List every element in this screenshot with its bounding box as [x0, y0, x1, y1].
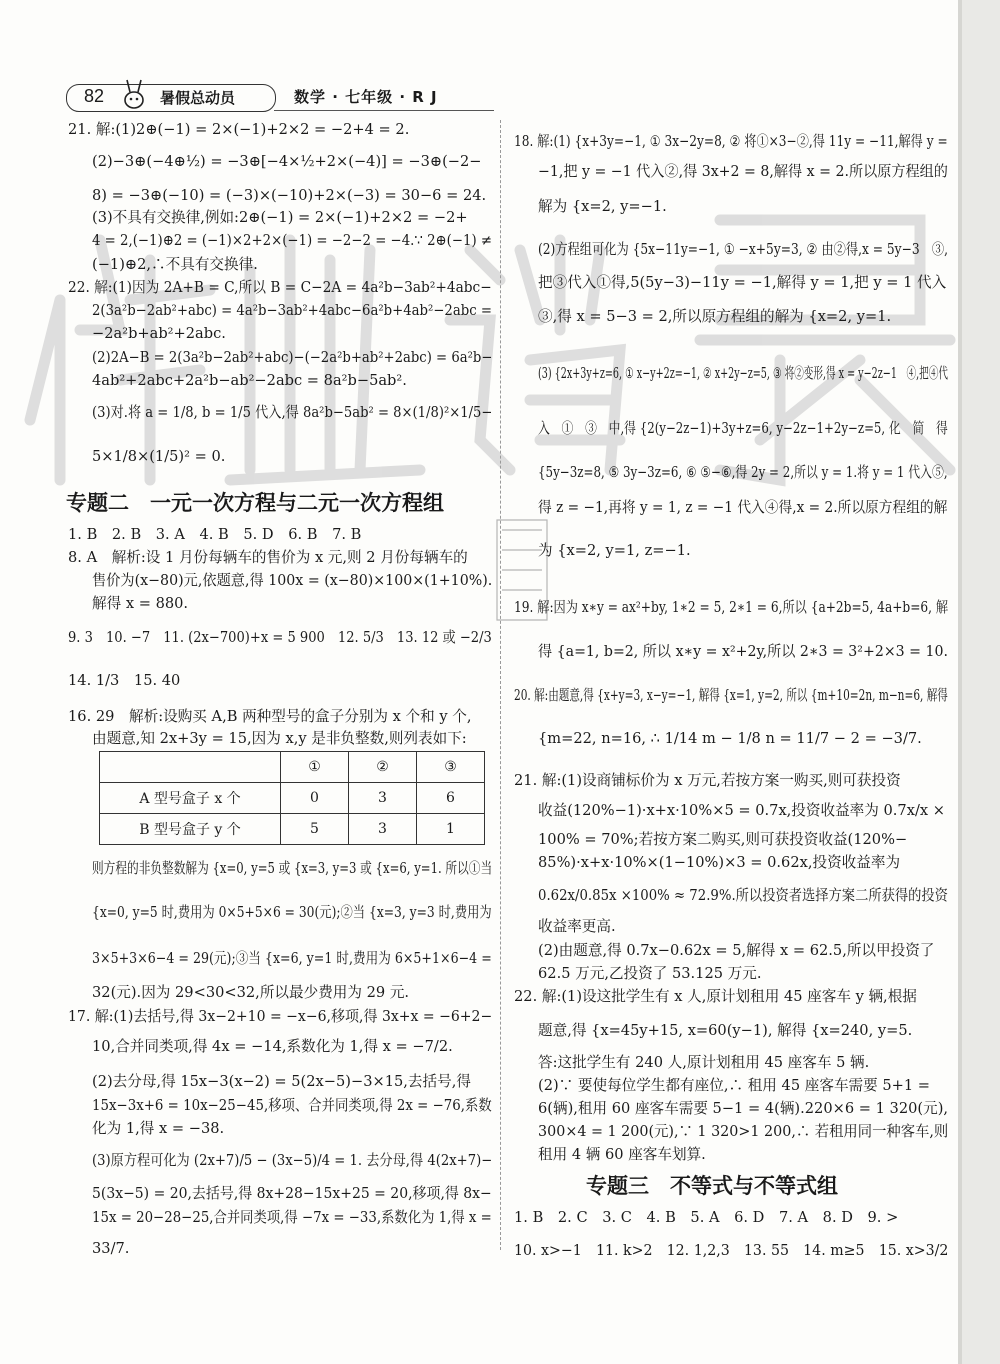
solution-table — [99, 751, 485, 845]
book-title: 暑假总动员 — [160, 89, 236, 107]
table-cell: 5 — [281, 814, 349, 845]
text-line: 15x = 20−28−25,合并同类项,得 −7x = −33,系数化为 1,得 x = — [92, 1209, 492, 1226]
table-cell: B 型号盒子 y 个 — [100, 814, 281, 845]
table-row — [100, 783, 485, 814]
text-line: 18. 解:(1) {x+3y=−1, ① 3x−2y=8, ② 将①×3−②,得 11y = −11,解得 y = — [514, 133, 948, 150]
text-line: 入 ① ③ 中,得 {2(y−2z−1)+3y+z=6, y−2z−1+2y−z=5, 化 简 得 — [538, 420, 948, 437]
text-line: {m=22, n=16, ∴ 1/14 m − 1/8 n = 11/7 − 2 = −3/7. — [538, 730, 922, 747]
text-line: 4 = 2,(−1)⊕2 = (−1)×2+2×(−1) = −2−2 = −4.∵ 2⊕(−1) ≠ — [92, 232, 493, 249]
rabbit-logo-icon — [120, 78, 148, 110]
text-line: (2)由题意,得 0.7x−0.62x = 5,解得 x = 62.5,所以甲投资了 — [538, 942, 935, 959]
subject-label: 数学 · 七年级 · R J — [294, 88, 438, 106]
page-number: 82 — [84, 86, 105, 106]
text-line: 则方程的非负整数解为 {x=0, y=5 或 {x=3, y=3 或 {x=6, y=1. 所以①当 — [92, 860, 493, 877]
text-line: 1. B 2. C 3. C 4. B 5. A 6. D 7. A 8. D 9. > — [514, 1209, 899, 1226]
text-line: (3)原方程可化为 (2x+7)/5 − (3x−5)/4 = 1. 去分母,得 4(2x+7)− — [92, 1152, 493, 1169]
text-line: 把③代入①得,5(5y−3)−11y = −1,解得 y = 1,把 y = 1 代入 — [538, 274, 947, 291]
text-line: −2a²b+ab²+2abc. — [92, 325, 226, 342]
text-line: 17. 解:(1)去括号,得 3x−2+10 = −x−6,移项,得 3x+x = −6+2− — [68, 1008, 493, 1025]
text-line: {5y−3z=8, ⑤ 3y−3z=6, ⑥ ⑤−⑥,得 2y = 2,所以 y = 1.将 y = 1 代入⑤, — [538, 464, 948, 481]
text-line: {x=0, y=5 时,费用为 0×5+5×6 = 30(元);②当 {x=3, y=3 时,费用为 — [92, 904, 492, 921]
table-cell: ② — [349, 752, 417, 783]
text-line: 4ab²+2abc+2a²b−ab²−2abc = 8a²b−5ab². — [92, 372, 407, 389]
table-cell: A 型号盒子 x 个 — [100, 783, 281, 814]
text-line: 售价为(x−80)元,依题意,得 100x = (x−80)×100×(1+10%). — [92, 572, 493, 589]
text-line: 5×1/8×(1/5)² = 0. — [92, 448, 226, 465]
text-line: 由题意,知 2x+3y = 15,因为 x,y 是非负整数,则列表如下: — [92, 730, 467, 747]
text-line: −1,把 y = −1 代入②,得 3x+2 = 8,解得 x = 2.所以原方程组的 — [538, 163, 948, 180]
text-line: 15x−3x+6 = 10x−25−45,移项、合并同类项,得 2x = −76,系数 — [92, 1097, 492, 1114]
table-cell: 3 — [349, 783, 417, 814]
text-line: (3)不具有交换律,例如:2⊕(−1) = 2×(−1)+2×2 = −2+ — [92, 209, 468, 226]
text-line: (−1)⊕2,∴不具有交换律. — [92, 256, 258, 273]
header-rule — [274, 110, 494, 111]
text-line: 得 z = −1,再将 y = 1, z = −1 代入④得,x = 2.所以原方程组的解 — [538, 499, 948, 516]
table-cell — [100, 752, 281, 783]
table-header-row — [100, 752, 485, 783]
text-line: (2)−3⊕(−4⊕½) = −3⊕[−4×½+2×(−4)] = −3⊕(−2− — [92, 153, 482, 170]
text-line: 1. B 2. B 3. A 4. B 5. D 6. B 7. B — [68, 526, 362, 543]
text-line: 62.5 万元,乙投资了 53.125 万元. — [538, 965, 762, 982]
text-line: 32(元).因为 29<30<32,所以最少费用为 29 元. — [92, 984, 410, 1001]
text-line: 收益(120%−1)·x+x·10%×5 = 0.7x,投资收益率为 0.7x/x × — [538, 802, 945, 819]
table-cell: 6 — [417, 783, 485, 814]
table-cell: 3 — [349, 814, 417, 845]
text-line: 22. 解:(1)因为 2A+B = C,所以 B = C−2A = 4a²b−3ab²+4abc− — [68, 279, 492, 296]
text-line: 10. x>−1 11. k>2 12. 1,2,3 13. 55 14. m≥5 15. x>3/2 — [514, 1242, 949, 1259]
text-line: 20. 解:由题意,得 {x+y=3, x−y=−1, 解得 {x=1, y=2, 所以 {m+10=2n, m−n=6, 解得 — [514, 687, 948, 704]
text-line: 2(3a²b−2ab²+abc) = 4a²b−3ab²+4abc−6a²b+4ab²−2abc = — [92, 302, 492, 319]
table-cell: ③ — [417, 752, 485, 783]
text-line: 85%)·x+x·10%×(1−10%)×3 = 0.62x,投资收益率为 — [538, 854, 901, 871]
text-line: (3)对.将 a = 1/8, b = 1/5 代入,得 8a²b−5ab² = 8×(1/8)²×1/5− — [92, 404, 493, 421]
text-line: ③,得 x = 5−3 = 2,所以原方程组的解为 {x=2, y=1. — [538, 308, 892, 325]
table-cell: 1 — [417, 814, 485, 845]
text-line: (3) {2x+3y+z=6, ① x−y+2z=−1, ② x+2y−z=5, ③ 将②变形,得 x = y−2z−1 ④,把④代 — [538, 365, 948, 382]
text-line: 收益率更高. — [538, 918, 616, 935]
text-line: (2)2A−B = 2(3a²b−2ab²+abc)−(−2a²b+ab²+2abc) = 6a²b− — [92, 349, 493, 366]
text-line: 100% = 70%;若按方案二购买,则可获投资收益(120%− — [538, 831, 908, 848]
text-line: 21. 解:(1)设商铺标价为 x 万元,若按方案一购买,则可获投资 — [514, 772, 901, 789]
text-line: 解得 x = 880. — [92, 595, 189, 612]
text-line: 租用 4 辆 60 座客车划算. — [538, 1146, 706, 1163]
section-heading: 专题二 一元一次方程与二元一次方程组 — [66, 491, 444, 515]
text-line: 得 {a=1, b=2, 所以 x∗y = x²+2y,所以 2∗3 = 3²+2×3 = 10. — [538, 643, 948, 660]
text-line: 300×4 = 1 200(元),∵ 1 320>1 200,∴ 若租用同一种客车,则 — [538, 1123, 949, 1140]
text-line: (2)∵ 要使每位学生都有座位,∴ 租用 45 座客车需要 5+1 = — [538, 1077, 931, 1094]
column-divider — [500, 120, 501, 1250]
text-line: 16. 29 解析:设购买 A,B 两种型号的盒子分别为 x 个和 y 个, — [68, 708, 472, 725]
text-line: 3×5+3×6−4 = 29(元);③当 {x=6, y=1 时,费用为 6×5+1×6−4 = — [92, 950, 492, 967]
text-line: 9. 3 10. −7 11. (2x−700)+x = 5 900 12. 5/3 13. 12 或 −2/3 — [68, 629, 492, 646]
text-line: 题意,得 {x=45y+15, x=60(y−1), 解得 {x=240, y=5. — [538, 1022, 913, 1039]
text-line: 为 {x=2, y=1, z=−1. — [538, 542, 691, 559]
page-edge — [958, 0, 1000, 1364]
text-line: (2)去分母,得 15x−3(x−2) = 5(2x−5)−3×15,去括号,得 — [92, 1073, 471, 1090]
table-cell: 0 — [281, 783, 349, 814]
text-line: 6(辆),租用 60 座客车需要 5−1 = 4(辆).220×6 = 1 320(元), — [538, 1100, 949, 1117]
text-line: 0.62x/0.85x ×100% ≈ 72.9%.所以投资者选择方案二所获得的投资 — [538, 887, 948, 904]
text-line: 19. 解:因为 x∗y = ax²+by, 1∗2 = 5, 2∗1 = 6,所以 {a+2b=5, 4a+b=6, 解 — [514, 599, 949, 616]
text-line: 8) = −3⊕(−10) = (−3)×(−10)+2×(−3) = 30−6 = 24. — [92, 187, 487, 204]
section-heading: 专题三 不等式与不等式组 — [586, 1174, 838, 1198]
table-cell: ① — [281, 752, 349, 783]
text-line: 答:这批学生有 240 人,原计划租用 45 座客车 5 辆. — [538, 1054, 870, 1071]
text-line: 33/7. — [92, 1240, 130, 1257]
text-line: (2)方程组可化为 {5x−11y=−1, ① −x+5y=3, ② 由②得,x = 5y−3 ③, — [538, 241, 948, 258]
text-line: 10,合并同类项,得 4x = −14,系数化为 1,得 x = −7/2. — [92, 1038, 453, 1055]
text-line: 解为 {x=2, y=−1. — [538, 198, 667, 215]
text-line: 14. 1/3 15. 40 — [68, 672, 181, 689]
text-line: 8. A 解析:设 1 月份每辆车的售价为 x 元,则 2 月份每辆车的 — [68, 549, 468, 566]
page-edge-shadow — [958, 0, 962, 1364]
text-line: 21. 解:(1)2⊕(−1) = 2×(−1)+2×2 = −2+4 = 2. — [68, 121, 410, 138]
table-row — [100, 814, 485, 845]
text-line: 22. 解:(1)设这批学生有 x 人,原计划租用 45 座客车 y 辆,根据 — [514, 988, 917, 1005]
text-line: 化为 1,得 x = −38. — [92, 1120, 225, 1137]
text-line: 5(3x−5) = 20,去括号,得 8x+28−15x+25 = 20,移项,得 8x− — [92, 1185, 492, 1202]
